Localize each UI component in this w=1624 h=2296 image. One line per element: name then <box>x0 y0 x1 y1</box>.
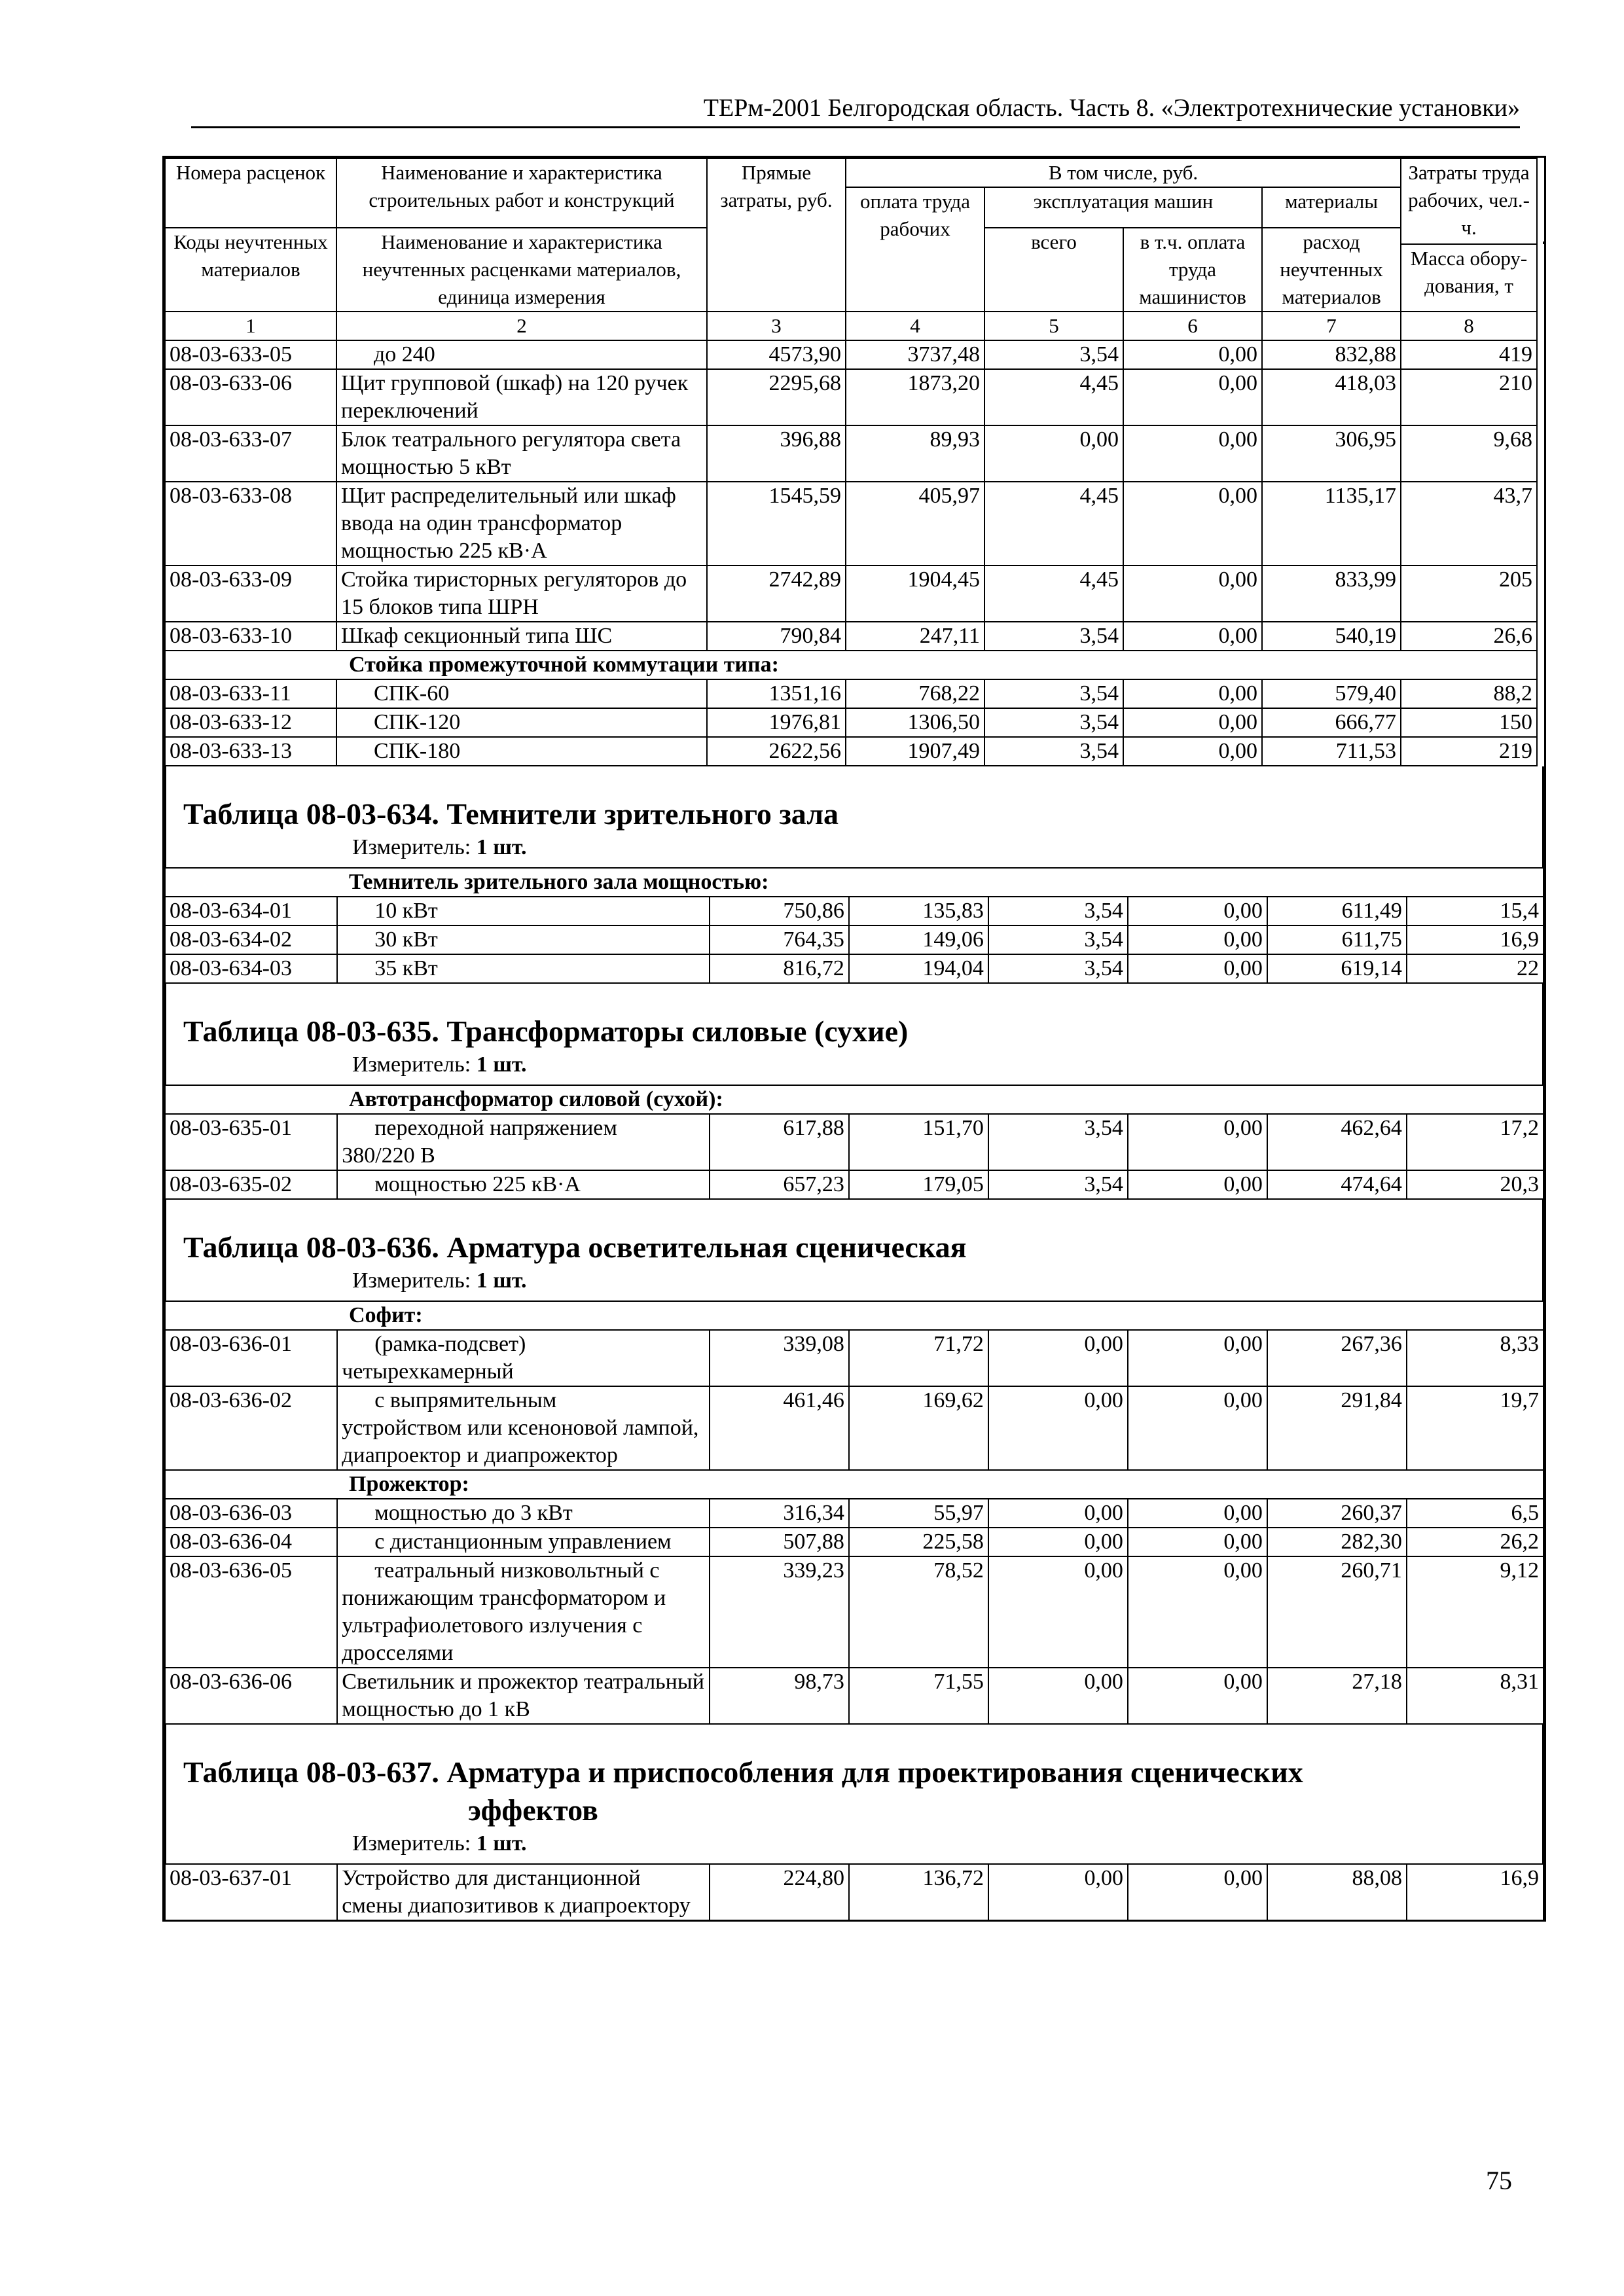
rate-name-line1: мощностью 225 кВ·А <box>374 1172 581 1196</box>
rate-value: 9,68 <box>1401 425 1537 482</box>
rate-name-line1: (рамка-подсвет) <box>374 1332 526 1356</box>
rate-value: 3737,48 <box>846 340 984 369</box>
rate-value: 3,54 <box>988 897 1128 925</box>
rate-value: 17,2 <box>1407 1114 1543 1170</box>
rate-value: 43,7 <box>1401 482 1537 565</box>
rate-name: до 240 <box>336 340 707 369</box>
rate-value: 1873,20 <box>846 369 984 425</box>
table-title: Таблица 08-03-636. Арматура осветительная сценическая <box>183 1230 967 1264</box>
rate-code: 08-03-633-11 <box>165 679 336 708</box>
group-heading: Прожектор: <box>165 1470 1543 1499</box>
rate-value: 71,72 <box>849 1330 988 1386</box>
rate-value: 0,00 <box>1128 1528 1267 1556</box>
rate-value: 2622,56 <box>707 737 846 766</box>
rate-value: 832,88 <box>1262 340 1401 369</box>
col-header-7: расход неучтенных материалов <box>1262 228 1401 312</box>
table-title: Таблица 08-03-635. Трансформаторы силовые (сухие) <box>183 1014 909 1048</box>
rate-value: 461,46 <box>710 1386 849 1470</box>
rate-name: 35 кВт <box>337 954 710 983</box>
rate-code: 08-03-633-10 <box>165 622 336 651</box>
rate-code: 08-03-634-02 <box>165 925 337 954</box>
rate-value: 260,71 <box>1267 1556 1407 1668</box>
rate-value: 4,45 <box>984 369 1123 425</box>
rate-value: 15,4 <box>1407 897 1543 925</box>
col-header-mat: материалы <box>1262 187 1401 228</box>
rate-value: 8,33 <box>1407 1330 1543 1386</box>
column-index: 4 <box>846 312 984 340</box>
group-row <box>165 1301 1543 1330</box>
column-index-row <box>165 312 1543 340</box>
rate-name-line1: с дистанционным управлением <box>374 1530 672 1554</box>
rate-value: 3,54 <box>988 1114 1128 1170</box>
rates-table-637 <box>164 1863 1544 1922</box>
rate-value: 1135,17 <box>1262 482 1401 565</box>
rate-value: 0,00 <box>1128 1330 1267 1386</box>
group-heading: Софит: <box>165 1301 1543 1330</box>
rate-code: 08-03-633-07 <box>165 425 336 482</box>
rate-value: 0,00 <box>1123 565 1262 622</box>
rate-value: 579,40 <box>1262 679 1401 708</box>
rate-value: 8,31 <box>1407 1668 1543 1724</box>
rate-value: 750,86 <box>710 897 849 925</box>
rate-value: 1306,50 <box>846 708 984 737</box>
rate-value: 0,00 <box>988 1330 1128 1386</box>
group-row <box>165 1085 1543 1114</box>
col-header-8b: Масса обору-дования, т <box>1401 244 1537 312</box>
header-row <box>165 158 1543 187</box>
column-index: 2 <box>336 312 707 340</box>
rate-code: 08-03-633-09 <box>165 565 336 622</box>
rate-value: 291,84 <box>1267 1386 1407 1470</box>
rate-value: 405,97 <box>846 482 984 565</box>
rate-value: 3,54 <box>984 737 1123 766</box>
group-heading: Автотрансформатор силовой (сухой): <box>165 1085 1543 1114</box>
rate-code: 08-03-636-04 <box>165 1528 337 1556</box>
rate-value: 26,6 <box>1401 622 1537 651</box>
rate-value: 135,83 <box>849 897 988 925</box>
table-row <box>165 708 1543 737</box>
rate-value: 3,54 <box>988 1170 1128 1199</box>
rate-value: 0,00 <box>1128 1386 1267 1470</box>
rate-value: 151,70 <box>849 1114 988 1170</box>
rate-value: 666,77 <box>1262 708 1401 737</box>
rate-value: 0,00 <box>988 1386 1128 1470</box>
rate-code: 08-03-634-03 <box>165 954 337 983</box>
group-heading: Темнитель зрительного зала мощностью: <box>165 868 1543 897</box>
rate-value: 88,08 <box>1267 1864 1407 1921</box>
group-heading: Стойка промежуточной коммутации типа: <box>165 651 1537 679</box>
rate-value: 0,00 <box>1123 369 1262 425</box>
col-header-mach: эксплуатация машин <box>984 187 1262 228</box>
rate-value: 0,00 <box>988 1556 1128 1668</box>
rates-table-636 <box>164 1300 1544 1725</box>
rate-value: 474,64 <box>1267 1170 1407 1199</box>
rate-code: 08-03-637-01 <box>165 1864 337 1921</box>
table-row <box>165 1499 1543 1528</box>
rate-value: 26,2 <box>1407 1528 1543 1556</box>
column-index: 1 <box>165 312 336 340</box>
column-index: 7 <box>1262 312 1401 340</box>
rate-name: Светильник и прожектор театральный мощностью до 1 кВ <box>337 1668 710 1724</box>
rates-document <box>162 156 1546 1922</box>
rate-name <box>337 1499 710 1528</box>
rate-value: 0,00 <box>1123 622 1262 651</box>
rate-name: Стойка тиристорных регуляторов до 15 блоков типа ШРН <box>336 565 707 622</box>
rate-value: 0,00 <box>1123 737 1262 766</box>
rate-value: 89,93 <box>846 425 984 482</box>
col-header-incl: В том числе, руб. <box>846 158 1401 187</box>
rate-value: 27,18 <box>1267 1668 1407 1724</box>
rate-value: 764,35 <box>710 925 849 954</box>
rate-value: 260,37 <box>1267 1499 1407 1528</box>
table-row <box>165 1556 1543 1668</box>
rate-value: 3,54 <box>984 708 1123 737</box>
rate-value: 790,84 <box>707 622 846 651</box>
table-title: Таблица 08-03-634. Темнители зрительного зала <box>183 797 839 831</box>
rate-value: 3,54 <box>988 954 1128 983</box>
col-header-1b: Коды неучтенных материалов <box>165 228 336 312</box>
rate-value: 282,30 <box>1267 1528 1407 1556</box>
rate-code: 08-03-635-02 <box>165 1170 337 1199</box>
rate-value: 247,11 <box>846 622 984 651</box>
rate-value: 136,72 <box>849 1864 988 1921</box>
rate-value: 98,73 <box>710 1668 849 1724</box>
running-header: ТЕРм-2001 Белгородская область. Часть 8. «Электротехнические установки» <box>191 94 1520 128</box>
rate-value: 224,80 <box>710 1864 849 1921</box>
unit-label: Измеритель: <box>352 1268 471 1293</box>
rate-name <box>337 1528 710 1556</box>
rate-name-line2: четырехкамерный <box>342 1359 514 1384</box>
rate-name: СПК-120 <box>336 708 707 737</box>
rate-name: Устройство для дистанционной смены диапозитивов к диапроектору <box>337 1864 710 1921</box>
column-index: 6 <box>1123 312 1262 340</box>
table-row <box>165 1170 1543 1199</box>
unit-label: Измеритель: <box>352 1052 471 1077</box>
rate-value: 78,52 <box>849 1556 988 1668</box>
table-row <box>165 897 1543 925</box>
rate-code: 08-03-633-06 <box>165 369 336 425</box>
col-header-6: в т.ч. оплата труда машинистов <box>1123 228 1262 312</box>
rate-name: СПК-180 <box>336 737 707 766</box>
rate-code: 08-03-636-03 <box>165 1499 337 1528</box>
rate-value: 339,23 <box>710 1556 849 1668</box>
rate-name-line1: переходной напряжением <box>374 1116 617 1140</box>
rate-name: Шкаф секционный типа ШС <box>336 622 707 651</box>
rate-code: 08-03-636-05 <box>165 1556 337 1668</box>
rate-value: 0,00 <box>1128 1114 1267 1170</box>
rate-value: 4,45 <box>984 565 1123 622</box>
rate-value: 0,00 <box>1123 708 1262 737</box>
col-header-2a: Наименование и характеристика строительных работ и конструкций <box>336 158 707 228</box>
rate-value: 0,00 <box>988 1668 1128 1724</box>
section-heading <box>164 1725 1544 1863</box>
rate-value: 306,95 <box>1262 425 1401 482</box>
rate-value: 339,08 <box>710 1330 849 1386</box>
rate-name <box>337 1114 710 1170</box>
rate-value: 418,03 <box>1262 369 1401 425</box>
rate-code: 08-03-635-01 <box>165 1114 337 1170</box>
rate-name: Блок театрального регулятора света мощностью 5 кВт <box>336 425 707 482</box>
rate-value: 4,45 <box>984 482 1123 565</box>
rate-value: 179,05 <box>849 1170 988 1199</box>
table-row <box>165 1864 1543 1921</box>
table-row <box>165 622 1543 651</box>
column-index: 5 <box>984 312 1123 340</box>
rate-name-line1: с выпрямительным <box>374 1388 557 1412</box>
rate-value: 0,00 <box>1123 340 1262 369</box>
rate-value: 3,54 <box>984 679 1123 708</box>
rate-value: 1545,59 <box>707 482 846 565</box>
rate-value: 1976,81 <box>707 708 846 737</box>
rate-value: 267,36 <box>1267 1330 1407 1386</box>
table-row <box>165 1330 1543 1386</box>
unit-value: 1 шт. <box>476 1831 527 1856</box>
unit-value: 1 шт. <box>476 835 527 859</box>
rate-value: 16,9 <box>1407 925 1543 954</box>
table-row <box>165 925 1543 954</box>
rate-value: 2295,68 <box>707 369 846 425</box>
col-header-8a: Затраты труда рабочих, чел.-ч. <box>1401 158 1537 244</box>
unit-line <box>183 833 1542 862</box>
table-row <box>165 679 1543 708</box>
page-number: 75 <box>1486 2166 1512 2195</box>
rate-value: 1904,45 <box>846 565 984 622</box>
rate-value: 0,00 <box>988 1864 1128 1921</box>
rate-name-line2: устройством или ксеноновой лампой, диапроектор и диапрожектор <box>342 1416 699 1467</box>
section-heading <box>164 1200 1544 1300</box>
rate-value: 88,2 <box>1401 679 1537 708</box>
spacer <box>1537 242 1543 244</box>
rate-value: 0,00 <box>1128 954 1267 983</box>
column-index: 3 <box>707 312 846 340</box>
table-row <box>165 737 1543 766</box>
rate-code: 08-03-633-05 <box>165 340 336 369</box>
rate-value: 0,00 <box>1128 897 1267 925</box>
rate-value: 6,5 <box>1407 1499 1543 1528</box>
rate-value: 711,53 <box>1262 737 1401 766</box>
unit-label: Измеритель: <box>352 1831 471 1856</box>
rate-value: 0,00 <box>984 425 1123 482</box>
table-row <box>165 425 1543 482</box>
rate-value: 1907,49 <box>846 737 984 766</box>
rate-value: 0,00 <box>1128 1864 1267 1921</box>
unit-line <box>183 1829 1542 1858</box>
rate-value: 210 <box>1401 369 1537 425</box>
table-row <box>165 482 1543 565</box>
rate-value: 19,7 <box>1407 1386 1543 1470</box>
rate-value: 507,88 <box>710 1528 849 1556</box>
rate-value: 71,55 <box>849 1668 988 1724</box>
rate-value: 149,06 <box>849 925 988 954</box>
rate-value: 3,54 <box>988 925 1128 954</box>
rate-value: 0,00 <box>1128 1170 1267 1199</box>
rate-name <box>337 1556 710 1668</box>
col-header-5: всего <box>984 228 1123 312</box>
rate-value: 22 <box>1407 954 1543 983</box>
rate-value: 20,3 <box>1407 1170 1543 1199</box>
rate-value: 3,54 <box>984 622 1123 651</box>
table-title-cont: эффектов <box>468 1793 598 1827</box>
rate-value: 0,00 <box>1123 482 1262 565</box>
group-row <box>165 1470 1543 1499</box>
rate-value: 55,97 <box>849 1499 988 1528</box>
rate-value: 617,88 <box>710 1114 849 1170</box>
unit-line <box>183 1266 1542 1295</box>
rate-value: 2742,89 <box>707 565 846 622</box>
rates-table-634 <box>164 867 1544 984</box>
rate-value: 657,23 <box>710 1170 849 1199</box>
rate-name-line2: понижающим трансформатором и ультрафиолетового излучения с дросселями <box>342 1586 666 1665</box>
rate-value: 3,54 <box>984 340 1123 369</box>
rate-value: 1351,16 <box>707 679 846 708</box>
rate-value: 0,00 <box>1123 679 1262 708</box>
rate-value: 611,49 <box>1267 897 1407 925</box>
rate-value: 419 <box>1401 340 1537 369</box>
rate-code: 08-03-633-08 <box>165 482 336 565</box>
rate-value: 16,9 <box>1407 1864 1543 1921</box>
rate-name: 30 кВт <box>337 925 710 954</box>
section-heading <box>164 984 1544 1085</box>
rate-value: 219 <box>1401 737 1537 766</box>
rate-value: 0,00 <box>1128 925 1267 954</box>
rate-value: 4573,90 <box>707 340 846 369</box>
section-heading <box>164 766 1544 867</box>
rate-value: 150 <box>1401 708 1537 737</box>
table-row <box>165 1386 1543 1470</box>
rate-name-line1: мощностью до 3 кВт <box>374 1501 573 1525</box>
rate-value: 0,00 <box>988 1528 1128 1556</box>
column-index: 8 <box>1401 312 1537 340</box>
table-row <box>165 340 1543 369</box>
rate-code: 08-03-636-06 <box>165 1668 337 1724</box>
rate-value: 0,00 <box>988 1499 1128 1528</box>
col-header-4: оплата труда рабочих <box>846 187 984 312</box>
rate-value: 0,00 <box>1128 1499 1267 1528</box>
table-row <box>165 369 1543 425</box>
rate-name: 10 кВт <box>337 897 710 925</box>
rate-value: 540,19 <box>1262 622 1401 651</box>
table-row <box>165 1668 1543 1724</box>
rate-code: 08-03-636-01 <box>165 1330 337 1386</box>
rate-code: 08-03-633-13 <box>165 737 336 766</box>
table-row <box>165 565 1543 622</box>
unit-label: Измеритель: <box>352 835 471 859</box>
rate-name <box>337 1330 710 1386</box>
rates-table-633 <box>164 158 1544 766</box>
rate-value: 611,75 <box>1267 925 1407 954</box>
rate-code: 08-03-636-02 <box>165 1386 337 1470</box>
unit-line <box>183 1050 1542 1079</box>
rate-value: 9,12 <box>1407 1556 1543 1668</box>
rate-value: 0,00 <box>1123 425 1262 482</box>
unit-value: 1 шт. <box>476 1268 527 1293</box>
rate-value: 396,88 <box>707 425 846 482</box>
table-row <box>165 1114 1543 1170</box>
rate-value: 194,04 <box>849 954 988 983</box>
rate-value: 619,14 <box>1267 954 1407 983</box>
rate-name: СПК-60 <box>336 679 707 708</box>
rate-value: 0,00 <box>1128 1556 1267 1668</box>
unit-value: 1 шт. <box>476 1052 527 1077</box>
rate-value: 316,34 <box>710 1499 849 1528</box>
rate-value: 833,99 <box>1262 565 1401 622</box>
table-title: Таблица 08-03-637. Арматура и приспособления для проектирования сценических <box>183 1755 1303 1789</box>
rate-name: Щит распределительный или шкаф ввода на один трансформатор мощностью 225 кВ·А <box>336 482 707 565</box>
group-row <box>165 651 1543 679</box>
rate-name <box>337 1170 710 1199</box>
rate-name-line1: театральный низковольтный с <box>374 1558 660 1583</box>
col-header-3: Прямые затраты, руб. <box>707 158 846 312</box>
rate-value: 205 <box>1401 565 1537 622</box>
rate-value: 462,64 <box>1267 1114 1407 1170</box>
rate-code: 08-03-634-01 <box>165 897 337 925</box>
table-row <box>165 954 1543 983</box>
col-header-2b: Наименование и характеристика неучтенных расценками материалов, единица измерения <box>336 228 707 312</box>
table-row <box>165 1528 1543 1556</box>
rate-value: 0,00 <box>1128 1668 1267 1724</box>
rate-code: 08-03-633-12 <box>165 708 336 737</box>
col-header-1a: Номера расценок <box>165 158 336 228</box>
rate-value: 816,72 <box>710 954 849 983</box>
rate-value: 169,62 <box>849 1386 988 1470</box>
rates-table-635 <box>164 1085 1544 1200</box>
group-row <box>165 868 1543 897</box>
rate-value: 768,22 <box>846 679 984 708</box>
rate-name <box>337 1386 710 1470</box>
rate-name: Щит групповой (шкаф) на 120 ручек переключений <box>336 369 707 425</box>
rate-value: 225,58 <box>849 1528 988 1556</box>
rate-name-line2: 380/220 В <box>342 1143 435 1168</box>
